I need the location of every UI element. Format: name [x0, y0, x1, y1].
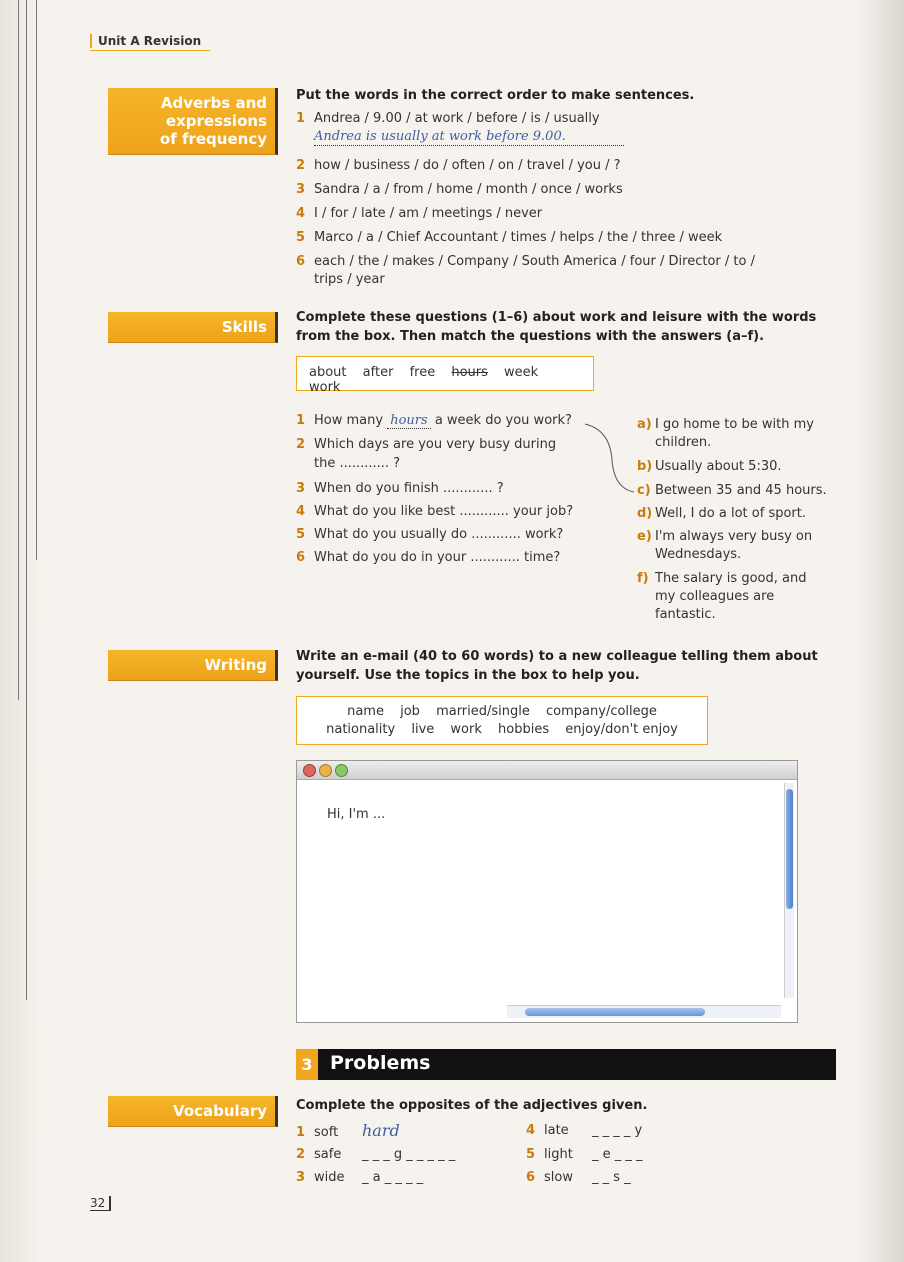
- item-number: 4: [526, 1123, 536, 1138]
- question-text: Which days are you very busy during: [314, 437, 557, 452]
- box-word-crossed: hours: [451, 365, 488, 380]
- window-titlebar: [297, 761, 797, 780]
- answer-text: Well, I do a lot of sport.: [655, 506, 806, 521]
- answer-blanks: _ _ _ g _ _ _ _ _: [362, 1147, 456, 1162]
- topic-word: job: [400, 704, 420, 719]
- topics-row: [313, 721, 691, 739]
- answer-item: [637, 458, 782, 475]
- question: [296, 436, 556, 453]
- question: [296, 412, 572, 429]
- topic-word: enjoy/don't enjoy: [565, 722, 678, 737]
- question-text: a week do you work?: [434, 413, 572, 428]
- answer-blanks: _ e _ _ _: [592, 1147, 643, 1162]
- ex2-instruction: Complete these questions (1–6) about work and leisure with the words from the box. Then match the questions with the answers (a–f).: [296, 310, 817, 344]
- item-number: 2: [296, 437, 306, 452]
- binding-line: [36, 0, 37, 560]
- adjective: soft: [314, 1125, 339, 1140]
- answer-text: Between 35 and 45 hours.: [655, 483, 827, 498]
- list-item: [296, 181, 623, 198]
- answer-line: [314, 128, 624, 146]
- item-number: 3: [296, 1170, 306, 1185]
- maximize-icon[interactable]: [335, 764, 348, 777]
- question-text: How many: [314, 413, 384, 428]
- question: [296, 503, 573, 520]
- topic-word: company/college: [546, 704, 657, 719]
- answer-item: [637, 528, 812, 545]
- binding-line: [26, 0, 27, 1000]
- answer-letter: d): [637, 506, 653, 521]
- item-number: 4: [296, 504, 306, 519]
- item-number: 4: [296, 206, 306, 221]
- handwritten-answer: hours: [387, 413, 430, 429]
- binding-line: [18, 0, 19, 700]
- scroll-thumb[interactable]: [786, 789, 793, 909]
- topic-word: nationality: [326, 722, 396, 737]
- item-number: 2: [296, 158, 306, 173]
- item-text: Marco / a / Chief Accountant / times / helps / the / three / week: [314, 230, 723, 245]
- topic-word: work: [450, 722, 482, 737]
- answer-text: I go home to be with my: [655, 417, 814, 432]
- list-item: [296, 110, 600, 127]
- topic-word: hobbies: [498, 722, 550, 737]
- box-word: free: [409, 365, 436, 380]
- item-number: 6: [296, 254, 306, 269]
- answer-text-continued: fantastic.: [655, 607, 716, 622]
- email-window: [296, 760, 798, 1023]
- answer-text: The salary is good, and: [655, 571, 807, 586]
- answer-blanks: _ _ s _: [592, 1170, 631, 1185]
- page-edge-shadow: [856, 0, 904, 1262]
- answer-letter: e): [637, 529, 652, 544]
- adjective: late: [544, 1123, 569, 1138]
- topic-word: live: [411, 722, 435, 737]
- answer-letter: f): [637, 571, 649, 586]
- tab-skills: Skills: [108, 312, 278, 343]
- box-word: work: [309, 380, 341, 395]
- topic-word: name: [347, 704, 384, 719]
- list-item: [526, 1122, 642, 1139]
- item-text: Sandra / a / from / home / month / once / works: [314, 182, 623, 197]
- item-number: 2: [296, 1147, 306, 1162]
- page-number: 32: [90, 1196, 111, 1211]
- tab-adverbs-frequency: [108, 88, 278, 155]
- list-item: [296, 229, 722, 246]
- question-text-continued: the ............ ?: [314, 456, 401, 471]
- minimize-icon[interactable]: [319, 764, 332, 777]
- box-word: week: [504, 365, 539, 380]
- answer-item: [637, 570, 806, 587]
- question-text: What do you do in your ............ time?: [314, 550, 561, 565]
- answer-text-continued: my colleagues are: [655, 589, 775, 604]
- answer-item: [637, 416, 814, 433]
- box-word: after: [362, 365, 394, 380]
- question-text: When do you finish ............ ?: [314, 481, 504, 496]
- word-box: [296, 356, 594, 395]
- item-number: 6: [296, 550, 306, 565]
- list-item: [296, 1122, 400, 1141]
- answer-letter: b): [637, 459, 653, 474]
- item-number: 5: [526, 1147, 536, 1162]
- list-item: [296, 1169, 423, 1186]
- item-text: each / the / makes / Company / South America / four / Director / to /: [314, 254, 755, 269]
- page-binding-shadow: [0, 0, 44, 1262]
- header-rule: [90, 50, 210, 51]
- topics-row: [313, 703, 691, 721]
- vertical-scrollbar[interactable]: [784, 783, 794, 998]
- question-text: What do you like best ............ your job?: [314, 504, 574, 519]
- item-number: 3: [296, 182, 306, 197]
- ex3-instruction: Write an e-mail (40 to 60 words) to a new colleague telling them about yourself. Use the topics in the box to help you.: [296, 649, 818, 683]
- question: [296, 480, 504, 497]
- question-text: What do you usually do ............ work?: [314, 527, 564, 542]
- tab-vocabulary: Vocabulary: [108, 1096, 278, 1127]
- close-icon[interactable]: [303, 764, 316, 777]
- list-item: [526, 1146, 643, 1163]
- list-item: [296, 1146, 455, 1163]
- handwritten-answer: Andrea is usually at work before 9.00.: [314, 129, 566, 144]
- adjective: wide: [314, 1170, 345, 1185]
- answer-letter: c): [637, 483, 651, 498]
- item-text: I / for / late / am / meetings / never: [314, 206, 543, 221]
- horizontal-scrollbar[interactable]: [507, 1005, 781, 1018]
- tab-line: expressions: [165, 112, 267, 130]
- section-number: 3: [296, 1049, 318, 1080]
- ex4-instruction: Complete the opposites of the adjectives given.: [296, 1098, 648, 1113]
- answer-blanks: _ _ _ _ y: [592, 1123, 643, 1138]
- answer-item: [637, 505, 806, 522]
- answer-item: [637, 482, 827, 499]
- answer-text-continued: children.: [655, 435, 712, 450]
- answer-text: I'm always very busy on: [655, 529, 813, 544]
- item-number: 5: [296, 230, 306, 245]
- item-number: 1: [296, 413, 306, 428]
- matching-line: [580, 420, 640, 500]
- handwritten-answer: hard: [362, 1121, 400, 1140]
- box-word: about: [309, 365, 347, 380]
- item-text-continued: trips / year: [314, 272, 385, 287]
- scroll-thumb[interactable]: [525, 1008, 705, 1016]
- item-text: Andrea / 9.00 / at work / before / is / usually: [314, 111, 600, 126]
- topics-box: [296, 696, 708, 745]
- section-title: Problems: [330, 1052, 431, 1074]
- item-number: 1: [296, 1125, 306, 1140]
- answer-text: Usually about 5:30.: [655, 459, 782, 474]
- adjective: light: [544, 1147, 573, 1162]
- answer-blanks: _ a _ _ _ _: [362, 1170, 424, 1185]
- item-number: 1: [296, 111, 306, 126]
- tab-line: of frequency: [159, 130, 267, 148]
- tab-line: Adverbs and: [160, 94, 267, 112]
- ex1-instruction: Put the words in the correct order to make sentences.: [296, 88, 695, 103]
- list-item: [296, 253, 755, 270]
- item-number: 5: [296, 527, 306, 542]
- tab-writing: Writing: [108, 650, 278, 681]
- list-item: [296, 157, 621, 174]
- adjective: slow: [544, 1170, 573, 1185]
- section-header: [296, 1049, 836, 1080]
- unit-header: Unit A Revision: [90, 34, 201, 48]
- answer-text-continued: Wednesdays.: [655, 547, 742, 562]
- list-item: [296, 205, 542, 222]
- answer-letter: a): [637, 417, 652, 432]
- item-text: how / business / do / often / on / travel / you / ?: [314, 158, 621, 173]
- email-body[interactable]: Hi, I'm ...: [327, 807, 386, 822]
- topic-word: married/single: [436, 704, 530, 719]
- question: [296, 526, 563, 543]
- list-item: [526, 1169, 631, 1186]
- adjective: safe: [314, 1147, 342, 1162]
- question: [296, 549, 560, 566]
- item-number: 6: [526, 1170, 536, 1185]
- item-number: 3: [296, 481, 306, 496]
